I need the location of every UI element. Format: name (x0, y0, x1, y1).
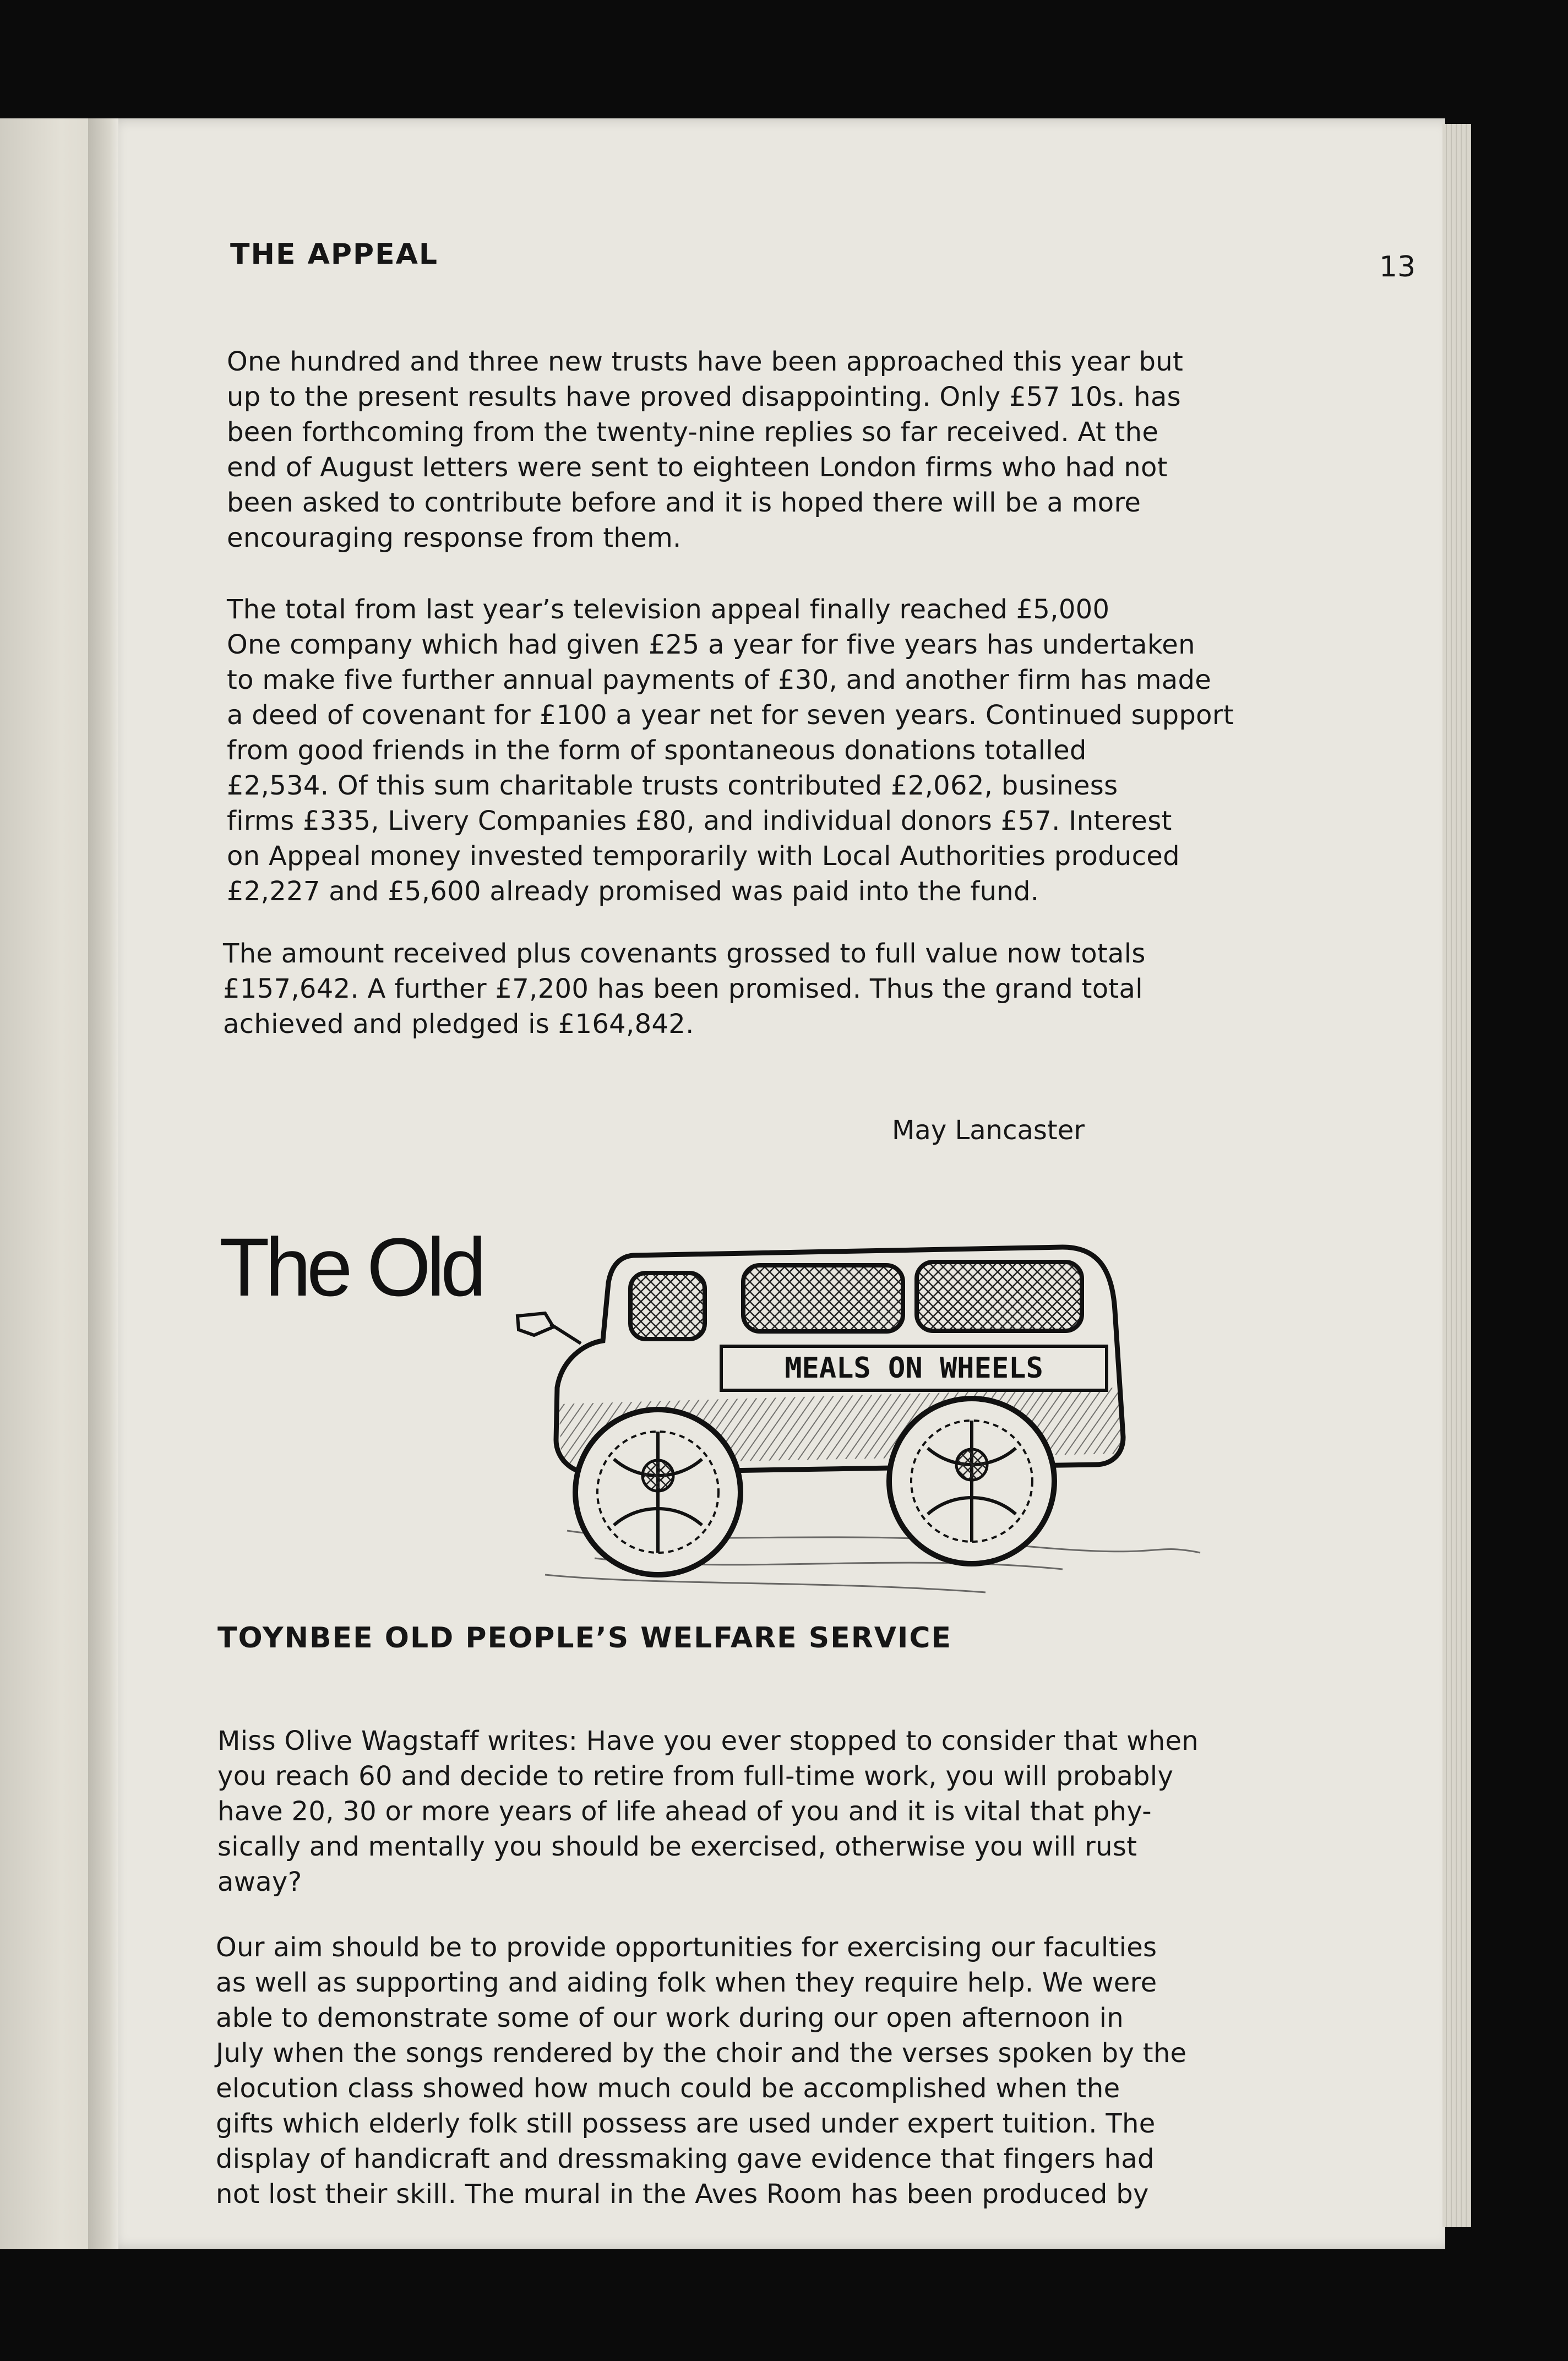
page-number: 13 (1379, 251, 1416, 284)
van-headlamp (518, 1313, 581, 1343)
author-signature: May Lancaster (892, 1115, 1085, 1146)
rear-wheel (889, 1399, 1054, 1564)
section-heading-welfare-service: TOYNBEE OLD PEOPLE’S WELFARE SERVICE (217, 1622, 952, 1655)
section-heading-appeal: THE APPEAL (230, 238, 438, 271)
welfare-paragraph-2: Our aim should be to provide opportunities for exercising our faculties as well as supporting and aiding folk when they require help. We were able to demonstrate some of our work during our open afternoon in July when the songs rendered by the choir and the verses spoken by the elocution class showed how much could be accomplished when the gifts which elderly folk still possess are used under expert tuition. The display of handicraft and dressmaking gave evidence that fingers had not lost their skill. The mural in the Aves Room has been produced by (216, 1932, 1187, 2210)
meals-on-wheels-sign: MEALS ON WHEELS (785, 1352, 1043, 1385)
stacked-page-edges (1442, 124, 1471, 2227)
appeal-paragraph-2: The total from last year’s television appeal finally reached £5,000 One company which had given £25 a year for five years has undertaken to make five further annual payments of £30, and another firm has made a deed of covenant for £100 a year net for seven years. Continued support from good friends in the form of spontaneous donations totalled £2,534. Of this sum charitable trusts contributed £2,062, business firms £335, Livery Companies £80, and individual donors £57. Interest on Appeal money invested temporarily with Local Authorities produced £2,227 and £5,600 already promised was paid into the fund. (227, 594, 1234, 907)
van-windows (630, 1262, 1082, 1339)
meals-on-wheels-van-illustration (512, 1222, 1222, 1608)
book-gutter (88, 118, 118, 2249)
front-wheel (575, 1410, 741, 1575)
appeal-paragraph-3: The amount received plus covenants grossed to full value now totals £157,642. A further £7,200 has been promised. Thus the grand total achieved and pledged is £164,842. (223, 938, 1146, 1040)
the-old-title: The Old (219, 1221, 482, 1313)
facing-page-edge (0, 118, 102, 2249)
welfare-paragraph-1: Miss Olive Wagstaff writes: Have you ever stopped to consider that when you reach 60 and decide to retire from full-time work, you will probably have 20, 30 or more years of life ahead of you and it is vital that phy- sically and mentally you should be exercised, otherwise you will rust away? (217, 1726, 1199, 1897)
appeal-paragraph-1: One hundred and three new trusts have been approached this year but up to the present results have proved disappointing. Only £57 10s. has been forthcoming from the twenty-nine replies so far received. At the end of August letters were sent to eighteen London firms who had not been asked to contribute before and it is hoped there will be a more encouraging response from them. (227, 346, 1184, 553)
